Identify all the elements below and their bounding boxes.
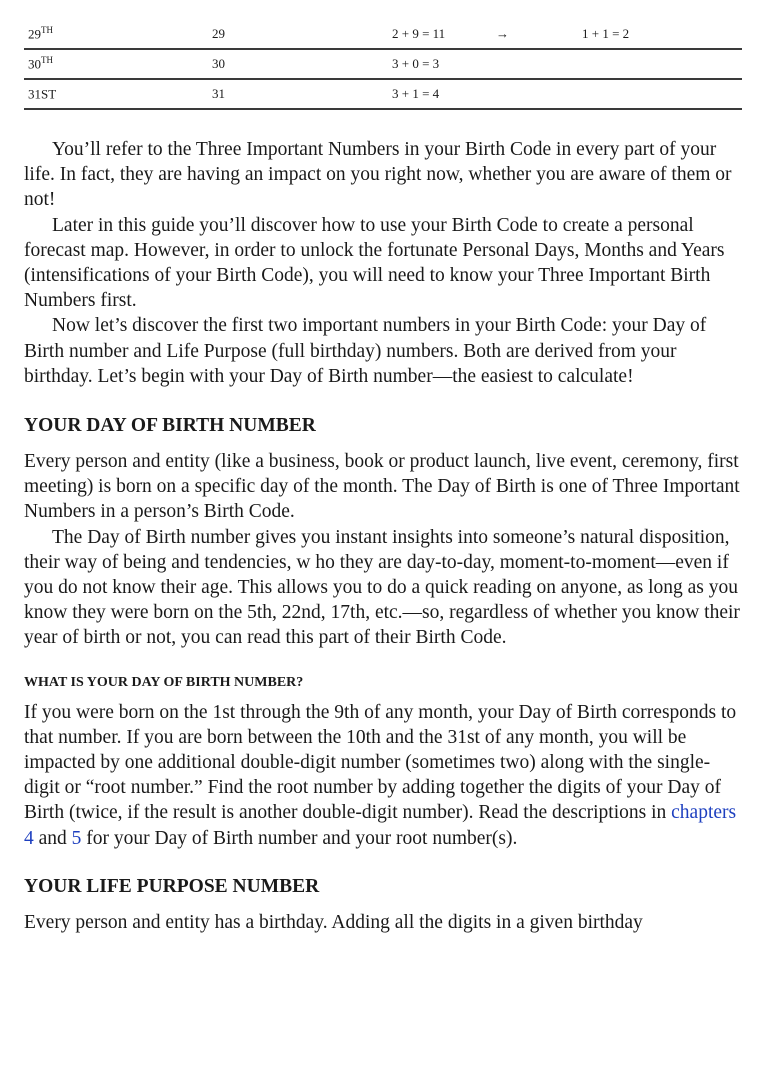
what-is-paragraph: If you were born on the 1st through the 9th of any month, your Day of Birth corresponds to that number. If you are born between the 10th and the 31st of any month, you will be impacted by one additional double-digit number (sometimes two) along with the single-digit or “root number.” Find the root number by adding together the digits of your Day of Birth (twice, if the result is another double-digit number). Read the descriptions in chapters 4 and 5 for your Day of Birth number and your root number(s). bbox=[24, 701, 737, 849]
reduce-cell bbox=[578, 79, 742, 109]
arrow-cell bbox=[488, 20, 578, 49]
arrow-cell bbox=[488, 49, 578, 79]
day-of-birth-paragraph-1: Every person and entity (like a business, book or product launch, live event, ceremony, first meeting) is born on a specific day of the month. The Day of Birth is one of Three Important Numbers in a person’s Birth Code. bbox=[24, 451, 740, 523]
table-row bbox=[24, 79, 742, 109]
table-row bbox=[24, 49, 742, 79]
table-row bbox=[24, 20, 742, 49]
day-of-birth-paragraph-2: The Day of Birth number gives you instant insights into someone’s natural disposition, their way of being and tendencies, w ho they are day-to-day, moment-to-moment—even if you do not know their age. This allows you to do a quick reading on anyone, as long as you know they were born on the 5th, 22nd, 17th, etc.—so, regardless of whether you know their year of birth or not, you can read this part of their Birth Code. bbox=[24, 526, 740, 649]
chapter-5-link[interactable]: 5 bbox=[71, 827, 82, 849]
chapter-4-link[interactable]: chapters 4 bbox=[24, 802, 737, 849]
life-purpose-heading: YOUR LIFE PURPOSE NUMBER bbox=[24, 875, 320, 897]
what-is-heading: WHAT IS YOUR DAY OF BIRTH NUMBER? bbox=[24, 674, 304, 690]
intro-paragraph-3: Now let’s discover the first two important numbers in your Birth Code: your Day of Birth number and Life Purpose (full birthday) numbers. Both are derived from your birthday. Let’s begin with your Day of Birth number—the easiest to calculate! bbox=[24, 315, 707, 387]
calc-cell: 3 + 1 = 4 bbox=[388, 79, 488, 109]
number-cell: 31 bbox=[208, 79, 388, 109]
intro-paragraph-1: You’ll refer to the Three Important Numbers in your Birth Code in every part of your life. In fact, they are having an impact on you right now, whether you are aware of them or not! bbox=[24, 139, 732, 211]
ordinal-suffix: TH bbox=[41, 55, 53, 66]
reduce-cell bbox=[578, 49, 742, 79]
calc-cell: 2 + 9 = 11 bbox=[388, 20, 488, 49]
day-cell: 30TH bbox=[24, 49, 208, 79]
number-cell: 30 bbox=[208, 49, 388, 79]
day-cell: 29TH bbox=[24, 20, 208, 49]
number-cell: 29 bbox=[208, 20, 388, 49]
life-purpose-paragraph: Every person and entity has a birthday. Adding all the digits in a given birthday bbox=[24, 911, 643, 933]
document-page bbox=[24, 0, 742, 935]
arrow-cell bbox=[488, 79, 578, 109]
reduce-cell: 1 + 1 = 2 bbox=[578, 20, 742, 49]
arrow-right-icon: → bbox=[496, 26, 509, 41]
intro-paragraph-2: Later in this guide you’ll discover how to use your Birth Code to create a personal forecast map. However, in order to unlock the fortunate Personal Days, Months and Years (intensifications of your Birth Code), you will need to know your Three Important Birth Numbers first. bbox=[24, 214, 725, 312]
day-cell: 31ST bbox=[24, 79, 208, 109]
calc-cell: 3 + 0 = 3 bbox=[388, 49, 488, 79]
day-of-birth-heading: YOUR DAY OF BIRTH NUMBER bbox=[24, 415, 316, 437]
ordinal-suffix: TH bbox=[41, 25, 53, 36]
birth-code-table bbox=[24, 20, 742, 110]
